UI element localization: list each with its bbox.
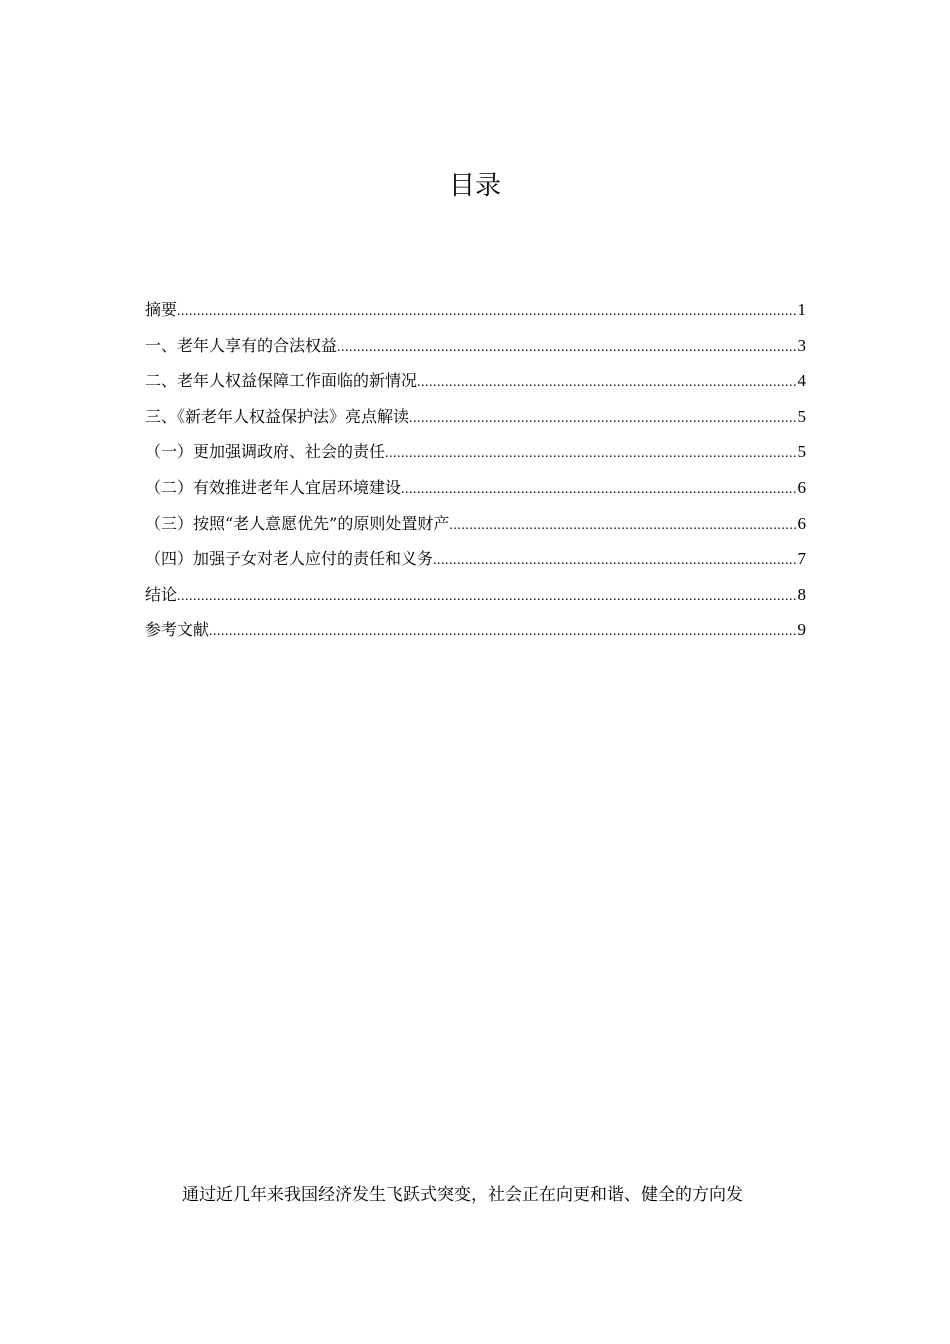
toc-entry[interactable]	[145, 363, 806, 399]
toc-entry-page-number: 3	[797, 335, 806, 355]
toc-entry[interactable]	[145, 434, 806, 470]
toc-entry-page-number: 9	[797, 620, 806, 640]
toc-entry-label: （二）有效推进老年人宜居环境建设	[145, 477, 402, 497]
toc-entry[interactable]	[145, 612, 806, 648]
toc-dot-leader	[417, 365, 797, 401]
toc-entry-label: 摘要	[145, 300, 178, 319]
toc-entry-label: （四）加强子女对老人应付的责任和义务	[145, 549, 434, 569]
toc-dot-leader	[449, 508, 797, 544]
toc-entry-page-number: 6	[797, 513, 806, 533]
toc-entry-label: （一）更加强调政府、社会的责任	[145, 442, 386, 462]
toc-entry-label: 二、老年人权益保障工作面临的新情况	[145, 371, 418, 391]
toc-dot-leader	[409, 401, 797, 437]
toc-entry[interactable]	[145, 470, 806, 506]
toc-entry-page-number: 7	[797, 549, 806, 569]
toc-entry-page-number: 4	[797, 371, 806, 391]
toc-dot-leader	[401, 472, 797, 508]
toc-entry[interactable]	[145, 292, 806, 328]
toc-entry-label: 结论	[145, 584, 178, 604]
toc-entry-page-number: 5	[797, 406, 806, 426]
toc-entry-page-number: 6	[797, 477, 806, 497]
toc-entry-page-number: 5	[797, 442, 806, 462]
table-of-contents	[145, 292, 806, 648]
toc-entry[interactable]	[145, 328, 806, 364]
toc-entry-label: 三、《新老年人权益保护法》亮点解读	[145, 406, 410, 426]
body-paragraph: 通过近几年来我国经济发生飞跃式突变，社会正在向更和谐、健全的方向发	[182, 1185, 743, 1205]
toc-title: 目录	[448, 171, 501, 201]
toc-dot-leader	[385, 436, 797, 472]
toc-entry-label: 参考文献	[145, 620, 210, 640]
toc-entry-page-number: 1	[797, 300, 806, 319]
toc-entry-label: 一、老年人享有的合法权益	[145, 335, 338, 355]
toc-entry[interactable]	[145, 541, 806, 577]
toc-dot-leader	[209, 614, 797, 650]
toc-entry[interactable]	[145, 399, 806, 435]
toc-entry[interactable]	[145, 506, 806, 542]
toc-dot-leader	[433, 543, 797, 579]
toc-entry-label: （三）按照“老人意愿优先”的原则处置财产	[145, 513, 450, 533]
toc-entry[interactable]	[145, 577, 806, 613]
toc-dot-leader	[177, 579, 797, 615]
toc-dot-leader	[337, 330, 797, 366]
toc-dot-leader	[177, 294, 797, 330]
toc-entry-page-number: 8	[797, 584, 806, 604]
